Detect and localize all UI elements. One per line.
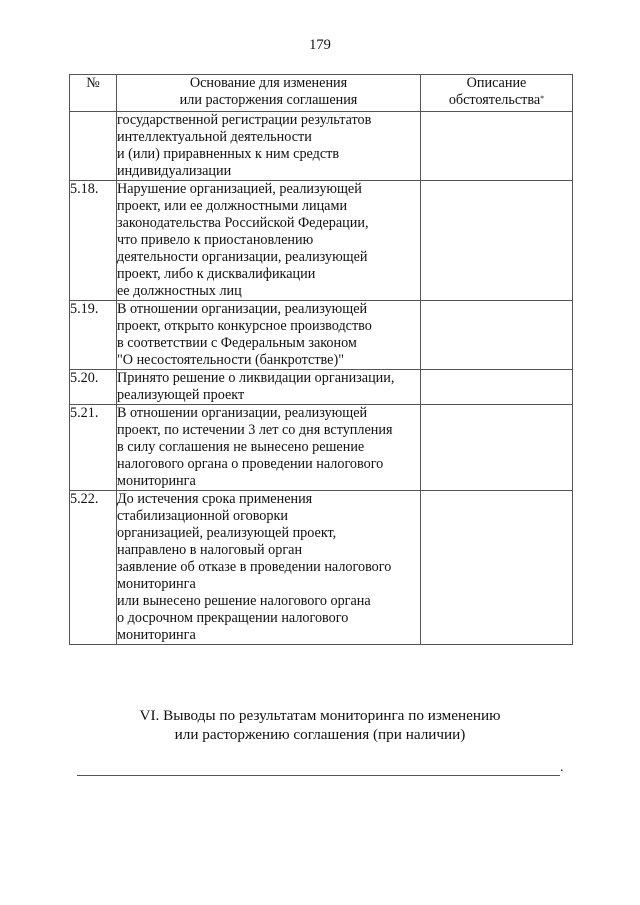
row-basis-line: В отношении организации, реализующей <box>117 405 368 421</box>
section-title-line: VI. Выводы по результатам мониторинга по изменению <box>139 707 501 724</box>
row-basis-line: или вынесено решение налогового органа <box>117 593 371 609</box>
row-basis-line: мониторинга <box>117 627 196 643</box>
row-basis-line: мониторинга <box>117 576 196 592</box>
row-description-cell[interactable] <box>421 491 573 645</box>
row-basis-line: стабилизационной оговорки <box>117 508 288 524</box>
row-basis-line: государственной регистрации результатов <box>117 112 372 128</box>
row-basis-line: проект, или ее должностными лицами <box>117 198 348 214</box>
row-basis-line: направлено в налоговый орган <box>117 542 303 558</box>
row-basis-line: Принято решение о ликвидации организации, <box>117 370 395 386</box>
table-row <box>70 405 573 491</box>
row-number: 5.19. <box>70 301 117 370</box>
row-basis-line: в силу соглашения не вынесено решение <box>117 439 365 455</box>
row-basis-line: что привело к приостановлению <box>117 232 314 248</box>
row-basis-line: налогового органа о проведении налогового <box>117 456 384 472</box>
row-basis <box>117 405 421 491</box>
table-row <box>70 370 573 405</box>
row-basis-line: и (или) приравненных к ним средств <box>117 146 340 162</box>
row-basis-line: В отношении организации, реализующей <box>117 301 368 317</box>
table-row <box>70 491 573 645</box>
row-description-cell[interactable] <box>421 301 573 370</box>
row-description-cell[interactable] <box>421 181 573 301</box>
row-basis-line: До истечения срока применения <box>117 491 313 507</box>
row-basis-line: мониторинга <box>117 473 196 489</box>
row-basis-line: интеллектуальной деятельности <box>117 129 312 145</box>
row-basis-line: заявление об отказе в проведении налогового <box>117 559 392 575</box>
row-basis-line: в соответствии с Федеральным законом <box>117 335 357 351</box>
row-basis-line: ее должностных лиц <box>117 283 242 299</box>
row-basis-line: "О несостоятельности (банкротстве)" <box>117 352 344 368</box>
row-number: 5.21. <box>70 405 117 491</box>
row-basis-line: реализующей проект <box>117 387 245 403</box>
row-basis-line: проект, открыто конкурсное производство <box>117 318 372 334</box>
page-number: 179 <box>309 37 331 53</box>
header-basis-line: Основание для изменения <box>189 75 348 91</box>
row-basis-line: проект, по истечении 3 лет со дня вступления <box>117 422 393 438</box>
row-basis <box>117 181 421 301</box>
fill-line-end: . <box>560 760 564 775</box>
section-title-line: или расторжению соглашения (при наличии) <box>174 726 466 743</box>
row-basis <box>117 370 421 405</box>
header-description <box>421 75 573 112</box>
row-number <box>70 112 117 181</box>
row-number: 5.22. <box>70 491 117 645</box>
row-basis-line: Нарушение организацией, реализующей <box>117 181 362 197</box>
row-basis-line: индивидуализации <box>117 163 232 179</box>
header-description-line: Описание <box>466 75 527 91</box>
row-basis <box>117 301 421 370</box>
fill-in-line[interactable] <box>77 775 560 776</box>
table-row <box>70 301 573 370</box>
table-row <box>70 181 573 301</box>
header-number: № <box>70 75 117 112</box>
row-description-cell[interactable] <box>421 405 573 491</box>
row-basis-line: законодательства Российской Федерации, <box>117 215 369 231</box>
row-number: 5.18. <box>70 181 117 301</box>
row-basis <box>117 112 421 181</box>
row-description-cell[interactable] <box>421 370 573 405</box>
row-number: 5.20. <box>70 370 117 405</box>
row-basis-line: о досрочном прекращении налогового <box>117 610 349 626</box>
footnote-mark: * <box>540 94 545 103</box>
row-description-cell[interactable] <box>421 112 573 181</box>
header-basis <box>117 75 421 112</box>
row-basis-line: проект, либо к дисквалификации <box>117 266 316 282</box>
row-basis <box>117 491 421 645</box>
section-title <box>0 706 640 744</box>
row-basis-line: деятельности организации, реализующей <box>117 249 368 265</box>
agreement-change-table <box>69 74 573 645</box>
row-basis-line: организацией, реализующей проект, <box>117 525 337 541</box>
table-row <box>70 112 573 181</box>
table-header-row <box>70 75 573 112</box>
header-basis-line: или расторжения соглашения <box>179 92 358 108</box>
header-description-line: обстоятельства* <box>448 92 545 108</box>
